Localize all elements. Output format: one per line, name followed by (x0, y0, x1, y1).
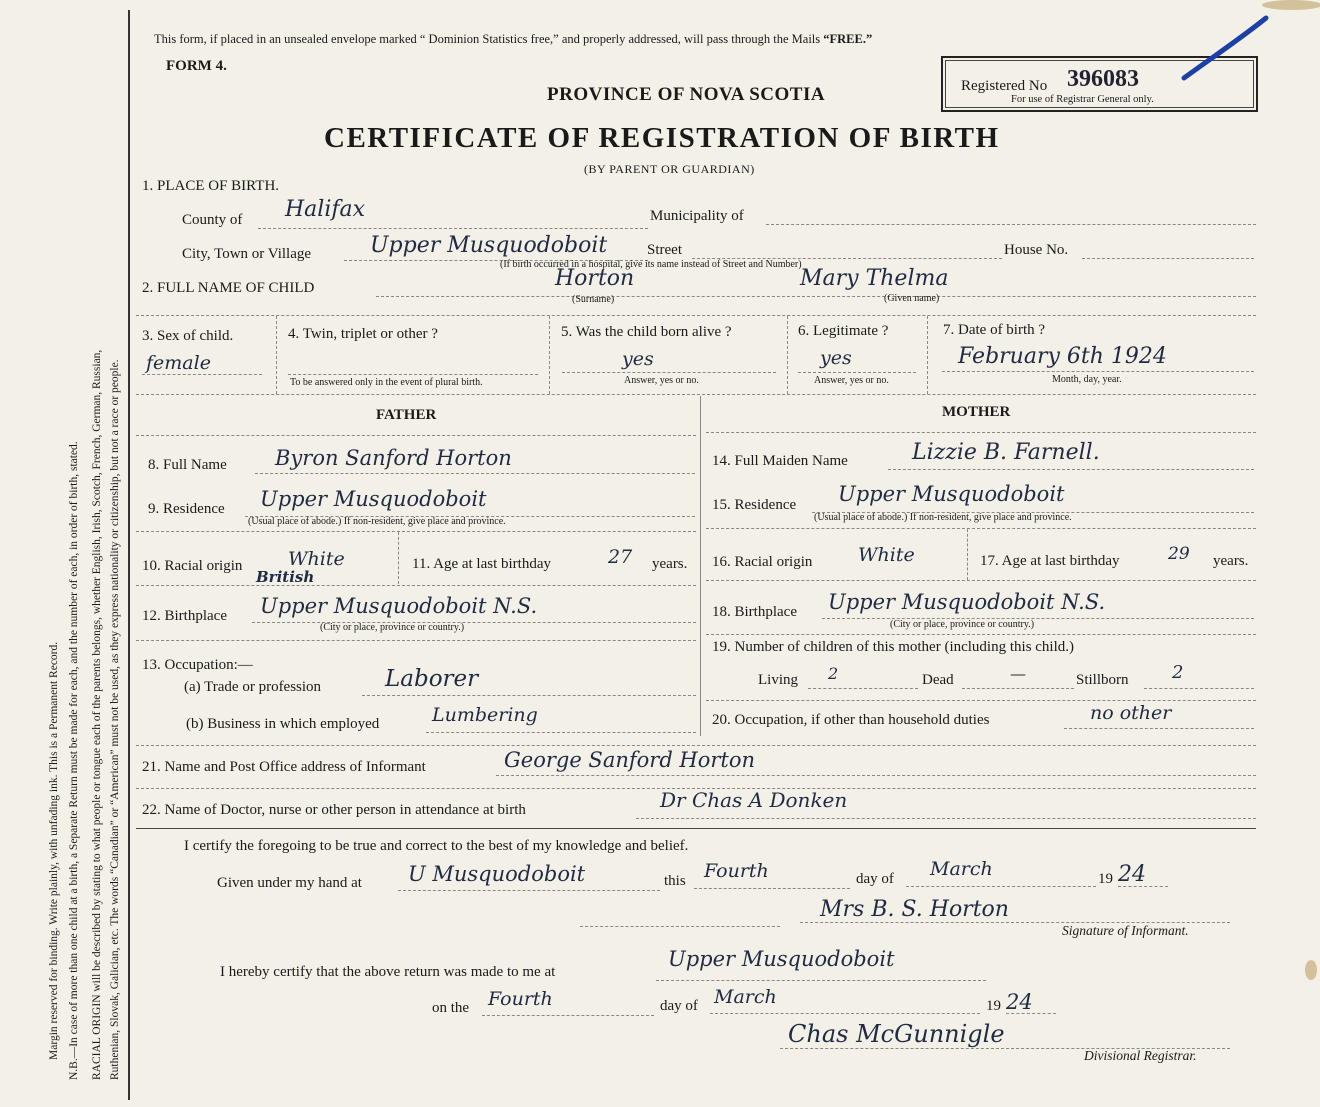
province-heading: PROVINCE OF NOVA SCOTIA (547, 84, 826, 105)
county-value: Halifax (285, 197, 366, 222)
page-title: CERTIFICATE OF REGISTRATION OF BIRTH (324, 122, 1000, 154)
informant-value: George Sanford Horton (504, 748, 756, 772)
mother-occupation-value: no other (1090, 702, 1172, 724)
dob-label: 7. Date of birth ? (943, 322, 1046, 338)
registrar-place-value: Upper Musquodoboit (668, 947, 895, 971)
father-name-label: 8. Full Name (148, 457, 227, 473)
father-residence-value: Upper Musquodoboit (260, 487, 487, 511)
registered-label: Registered No (961, 78, 1048, 94)
father-residence-label: 9. Residence (148, 501, 225, 517)
mail-notice: This form, if placed in an unsealed envelope marked “ Dominion Statistics free,” and properly addressed, will pass through the Mails “FREE.” (154, 32, 873, 46)
father-occupation-label: 13. Occupation:— (142, 657, 253, 673)
registrar-month-value: March (714, 986, 777, 1008)
margin-note-3: RACIAL ORIGIN will be described by stating to what people or tongue each of the parents belongs, whether English, Irish, Scotch, French, German, Russian, (91, 349, 103, 1080)
paper-stain (1305, 960, 1317, 980)
given-caption: (Given name) (884, 293, 940, 304)
mother-name-value: Lizzie B. Farnell. (912, 440, 1100, 465)
mother-racial-label: 16. Racial origin (712, 554, 813, 570)
city-value: Upper Musquodoboit (370, 233, 608, 258)
registrar-signature: Chas McGunnigle (788, 1020, 1005, 1048)
on-the-value: Fourth (488, 988, 553, 1010)
mother-age-value: 29 (1168, 544, 1190, 564)
father-business-label: (b) Business in which employed (186, 716, 380, 732)
mother-birthplace-label: 18. Birthplace (712, 604, 797, 620)
house-number-label: House No. (1004, 242, 1069, 258)
father-racial-value: White (288, 548, 345, 570)
registrar-signature-caption: Divisional Registrar. (1084, 1048, 1197, 1063)
sex-value: female (146, 352, 211, 374)
hospital-note: (If birth occurred in a hospital, give its name instead of Street and Number) (500, 259, 802, 270)
mother-children-label: 19. Number of children of this mother (including this child.) (712, 639, 1075, 655)
father-birthplace-note: (City or place, province or country.) (320, 622, 465, 633)
mother-name-label: 14. Full Maiden Name (712, 453, 848, 469)
given-place-value: U Musquodoboit (408, 862, 586, 886)
registrar-year-value: 24 (1006, 990, 1033, 1014)
registrar-day-of-label: day of (660, 998, 698, 1014)
father-age-unit: years. (652, 556, 688, 572)
informant-signature: Mrs B. S. Horton (820, 897, 1009, 922)
living-value: 2 (828, 664, 839, 683)
day-of-label: day of (856, 871, 894, 887)
dob-value: February 6th 1924 (958, 344, 1167, 369)
registered-number: 396083 (1067, 66, 1139, 92)
informant-signature-caption: Signature of Informant. (1062, 923, 1189, 938)
year-value: 24 (1118, 862, 1146, 887)
doctor-label: 22. Name of Doctor, nurse or other person in attendance at birth (142, 802, 526, 818)
twin-note: To be answered only in the event of plural birth. (290, 377, 483, 388)
alive-label: 5. Was the child born alive ? (561, 324, 732, 340)
father-age-label: 11. Age at last birthday (412, 556, 551, 572)
informant-label: 21. Name and Post Office address of Informant (142, 759, 426, 775)
father-business-value: Lumbering (432, 704, 538, 726)
father-residence-note: (Usual place of abode.) If non-resident, give place and province. (248, 516, 506, 527)
certify-statement: I certify the foregoing to be true and correct to the best of my knowledge and belief. (184, 838, 689, 854)
twin-label: 4. Twin, triplet or other ? (288, 326, 438, 342)
this-label: this (664, 873, 686, 889)
given-label: Given under my hand at (217, 875, 362, 891)
mother-occupation-label: 20. Occupation, if other than household duties (712, 712, 990, 728)
form-number: FORM 4. (166, 58, 227, 74)
mother-heading: MOTHER (942, 404, 1011, 420)
father-name-value: Byron Sanford Horton (275, 446, 512, 470)
mother-racial-value: White (858, 544, 915, 566)
registrar-note: For use of Registrar General only. (1011, 94, 1154, 105)
mother-birthplace-note: (City or place, province or country.) (890, 619, 1035, 630)
page-subtitle: (BY PARENT OR GUARDIAN) (584, 162, 755, 176)
paper-stain (1262, 0, 1320, 10)
doctor-value: Dr Chas A Donken (660, 788, 848, 812)
child-given-value: Mary Thelma (800, 266, 949, 291)
father-trade-value: Laborer (385, 666, 479, 692)
registrar-statement: I hereby certify that the above return was made to me at (220, 964, 556, 980)
sex-label: 3. Sex of child. (142, 328, 234, 344)
child-surname-value: Horton (555, 266, 635, 291)
stillborn-label: Stillborn (1076, 672, 1129, 688)
legitimate-note: Answer, yes or no. (814, 375, 889, 386)
father-heading: FATHER (376, 407, 437, 423)
alive-value: yes (622, 348, 654, 370)
pen-mark-icon (1180, 14, 1270, 84)
child-name-label: 2. FULL NAME OF CHILD (142, 280, 315, 296)
margin-rule (128, 10, 130, 1100)
mother-age-unit: years. (1213, 553, 1249, 569)
margin-note-4: Ruthenian, Slovak, Galician, etc. The words “Canadian” or “American” must not be used, as they express nationality or citizenship, but not a race or people. (109, 359, 121, 1080)
surname-caption: (Surname) (572, 294, 615, 305)
living-label: Living (758, 672, 798, 688)
father-racial-extra: British (256, 568, 315, 586)
margin-note-2: N.B.—In case of more than one child at a birth, a Separate Return must be made for each, and the number of each, in order of birth, stated. (68, 441, 80, 1080)
father-trade-label: (a) Trade or profession (184, 679, 322, 695)
county-label: County of (182, 212, 243, 228)
place-of-birth-label: 1. PLACE OF BIRTH. (142, 178, 280, 194)
legitimate-value: yes (820, 347, 852, 369)
mother-age-label: 17. Age at last birthday (980, 553, 1120, 569)
father-racial-label: 10. Racial origin (142, 558, 243, 574)
city-label: City, Town or Village (182, 246, 312, 262)
mother-residence-label: 15. Residence (712, 497, 797, 513)
registrar-year-prefix: 19 (986, 998, 1001, 1014)
dob-note: Month, day, year. (1052, 374, 1122, 385)
dead-value: — (1010, 664, 1026, 683)
father-age-value: 27 (608, 546, 633, 568)
dead-label: Dead (922, 672, 954, 688)
mother-residence-value: Upper Musquodoboit (838, 482, 1065, 506)
margin-note-1: Margin reserved for binding. Write plainly, with unfading ink. This is a Permanent Record. (48, 641, 60, 1060)
legitimate-label: 6. Legitimate ? (798, 323, 889, 339)
alive-note: Answer, yes or no. (624, 375, 699, 386)
stillborn-value: 2 (1172, 662, 1184, 683)
street-label: Street (647, 242, 682, 258)
mother-residence-note: (Usual place of abode.) If non-resident, give place and province. (814, 512, 1072, 523)
father-birthplace-value: Upper Musquodoboit N.S. (260, 594, 538, 618)
month-value: March (930, 858, 993, 880)
municipality-label: Municipality of (650, 208, 744, 224)
mother-birthplace-value: Upper Musquodoboit N.S. (828, 590, 1106, 614)
year-prefix: 19 (1098, 871, 1113, 887)
father-birthplace-label: 12. Birthplace (142, 608, 227, 624)
on-the-label: on the (432, 1000, 470, 1016)
this-value: Fourth (704, 860, 769, 882)
